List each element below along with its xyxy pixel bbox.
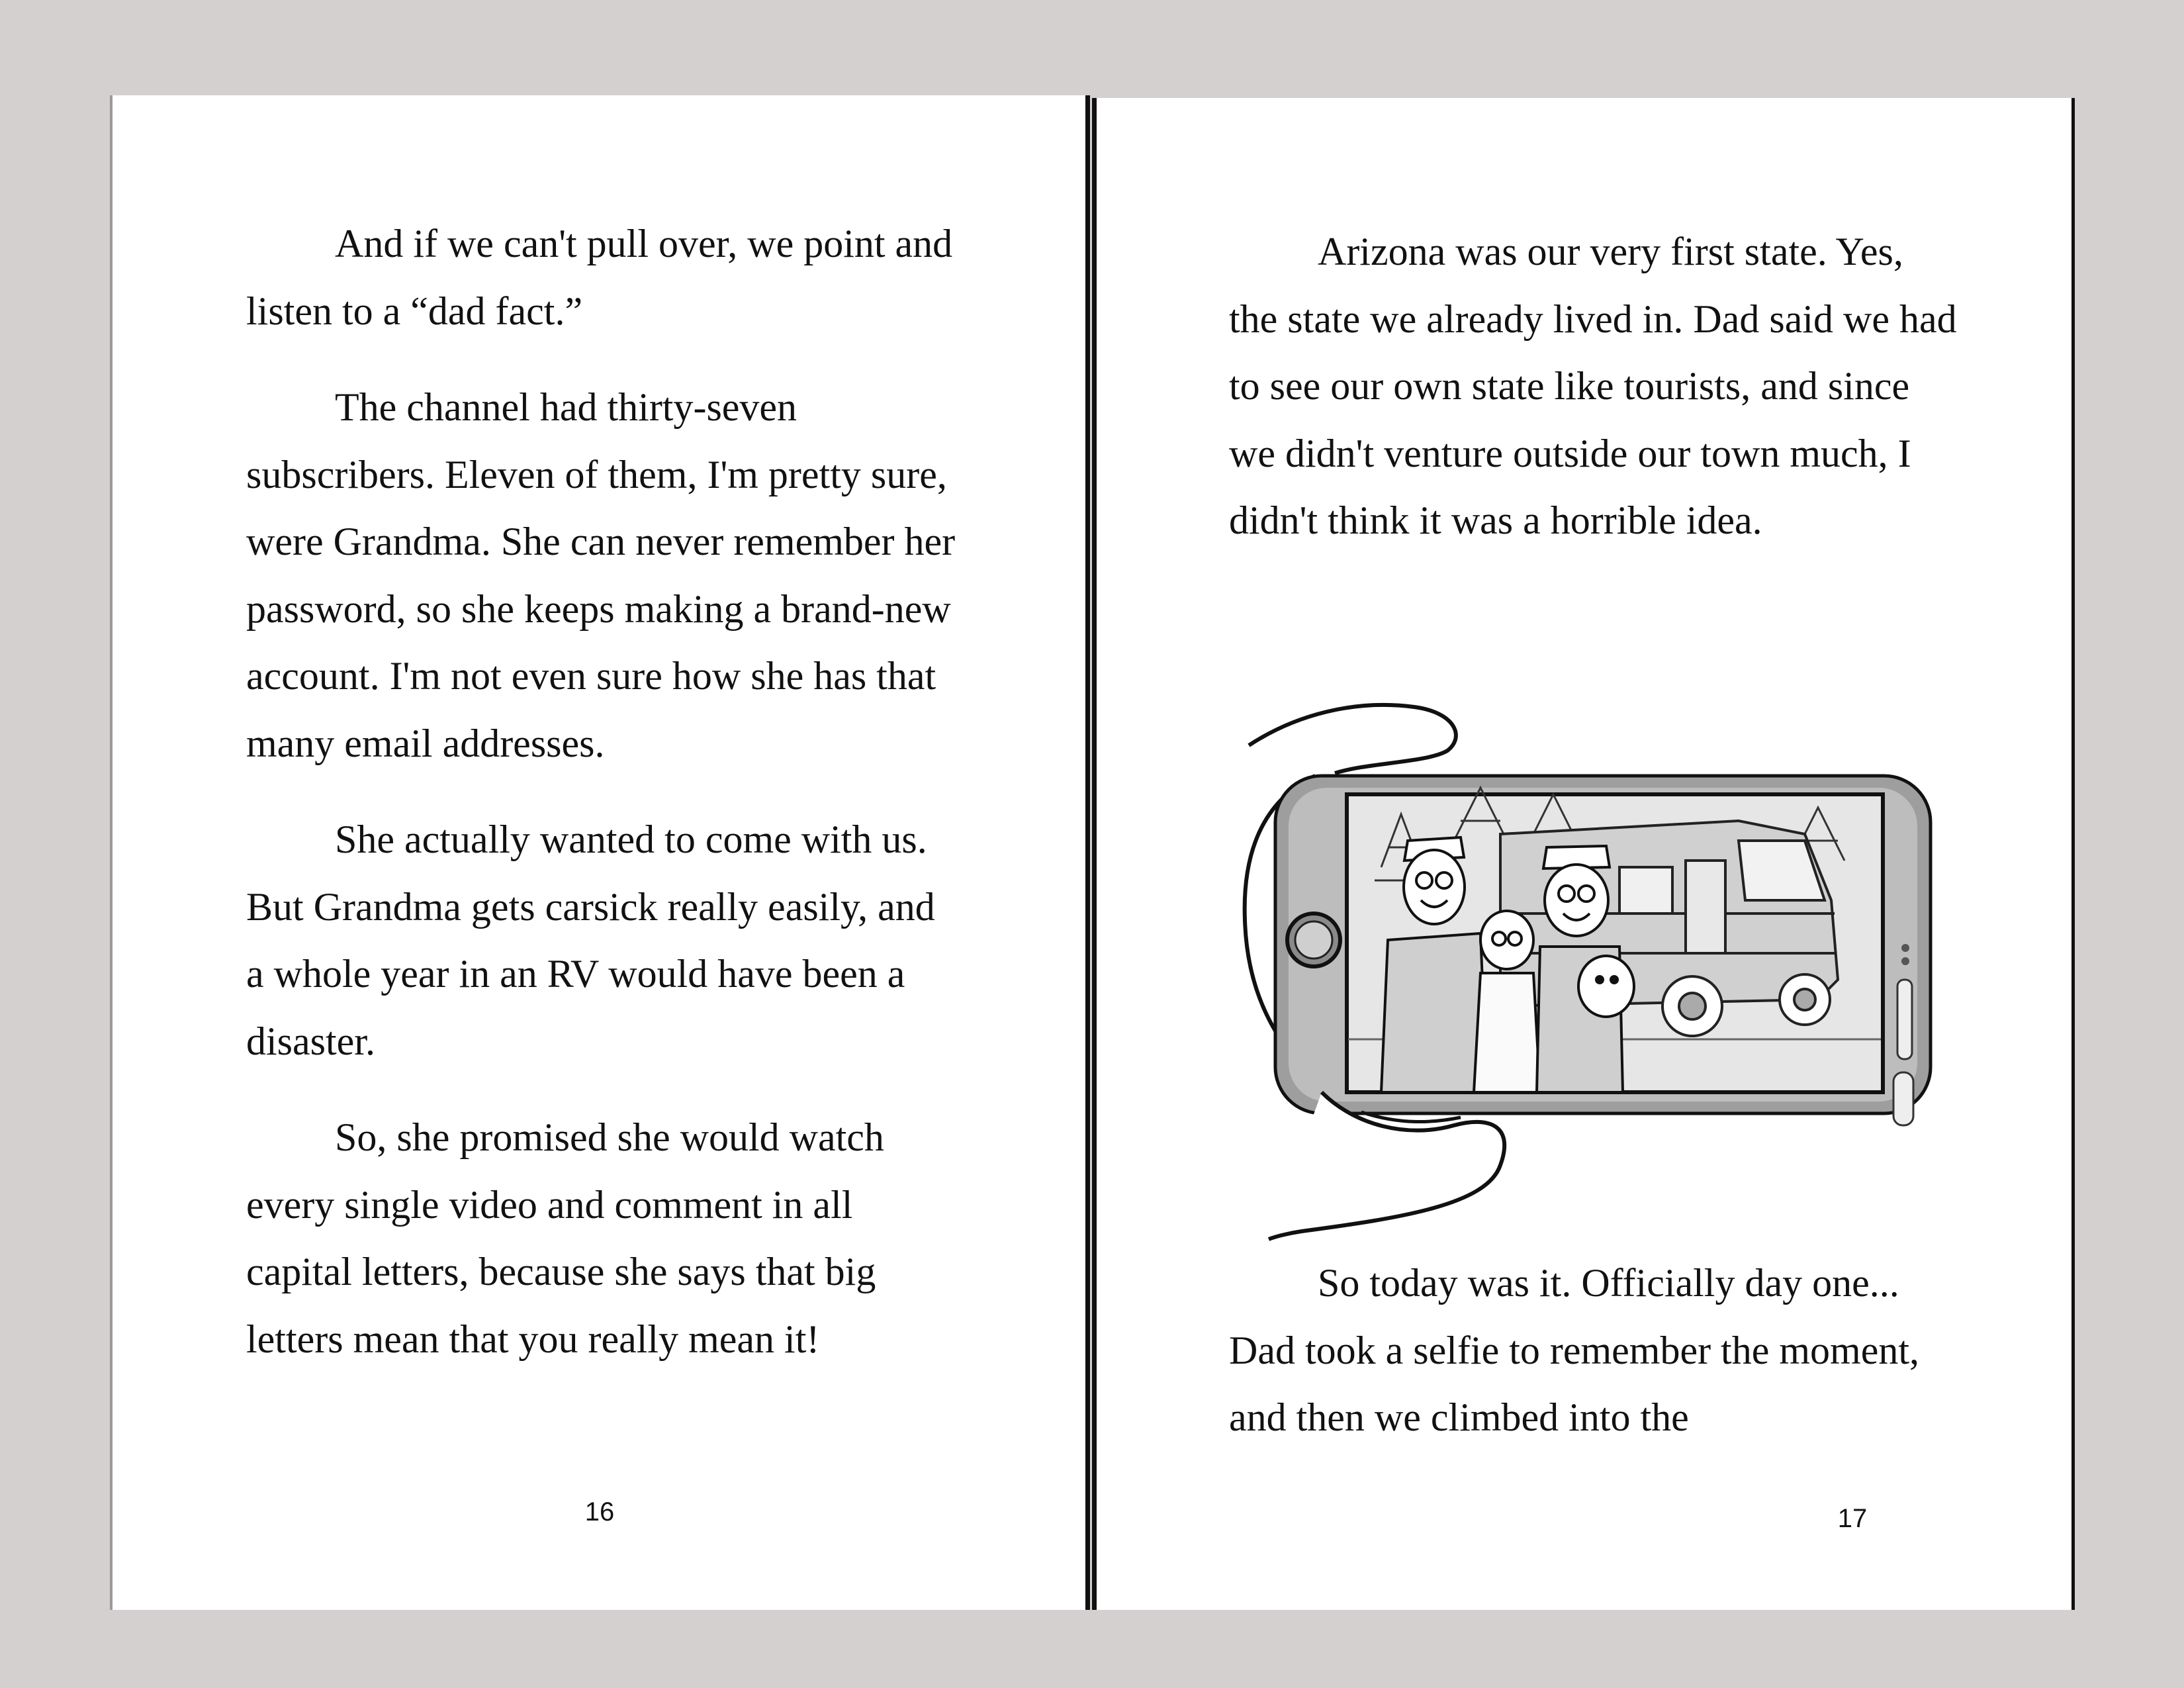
page-number: 17: [1837, 1504, 1868, 1533]
paragraph: So, she promised she would watch every single video and comment in all capital letters, because she says that big letters mean that you really mean it!: [246, 1115, 884, 1361]
page-number: 16: [584, 1497, 615, 1526]
right-page-body-top: [1229, 218, 1957, 555]
paragraph: Arizona was our very first state. Yes, the state we already lived in. Dad said we had to see our own state like tourists, and since we didn't venture outside our town much, I didn't think it was a horrible idea.: [1229, 230, 1957, 542]
right-page-body-bottom: [1229, 1250, 1957, 1452]
right-page: [1092, 98, 2075, 1610]
left-page-body: [246, 211, 961, 1373]
paragraph: The channel had thirty-seven subscribers. Eleven of them, I'm pretty sure, were Grandma. She can never remember her password, so she keeps making a brand-new account. I'm not even sure how she has that many email addresses.: [246, 385, 956, 765]
paragraph: And if we can't pull over, we point and listen to a “dad fact.”: [246, 222, 953, 333]
selfie-illustration: [1236, 702, 1937, 1297]
paragraph: So today was it. Officially day one... Dad took a selfie to remember the moment, and then we climbed into the: [1229, 1261, 1919, 1439]
left-page: [110, 95, 1090, 1610]
paragraph: She actually wanted to come with us. But Grandma gets carsick really easily, and a whole year in an RV would have been a disaster.: [246, 818, 935, 1063]
hand-thumb: [1249, 705, 1456, 773]
